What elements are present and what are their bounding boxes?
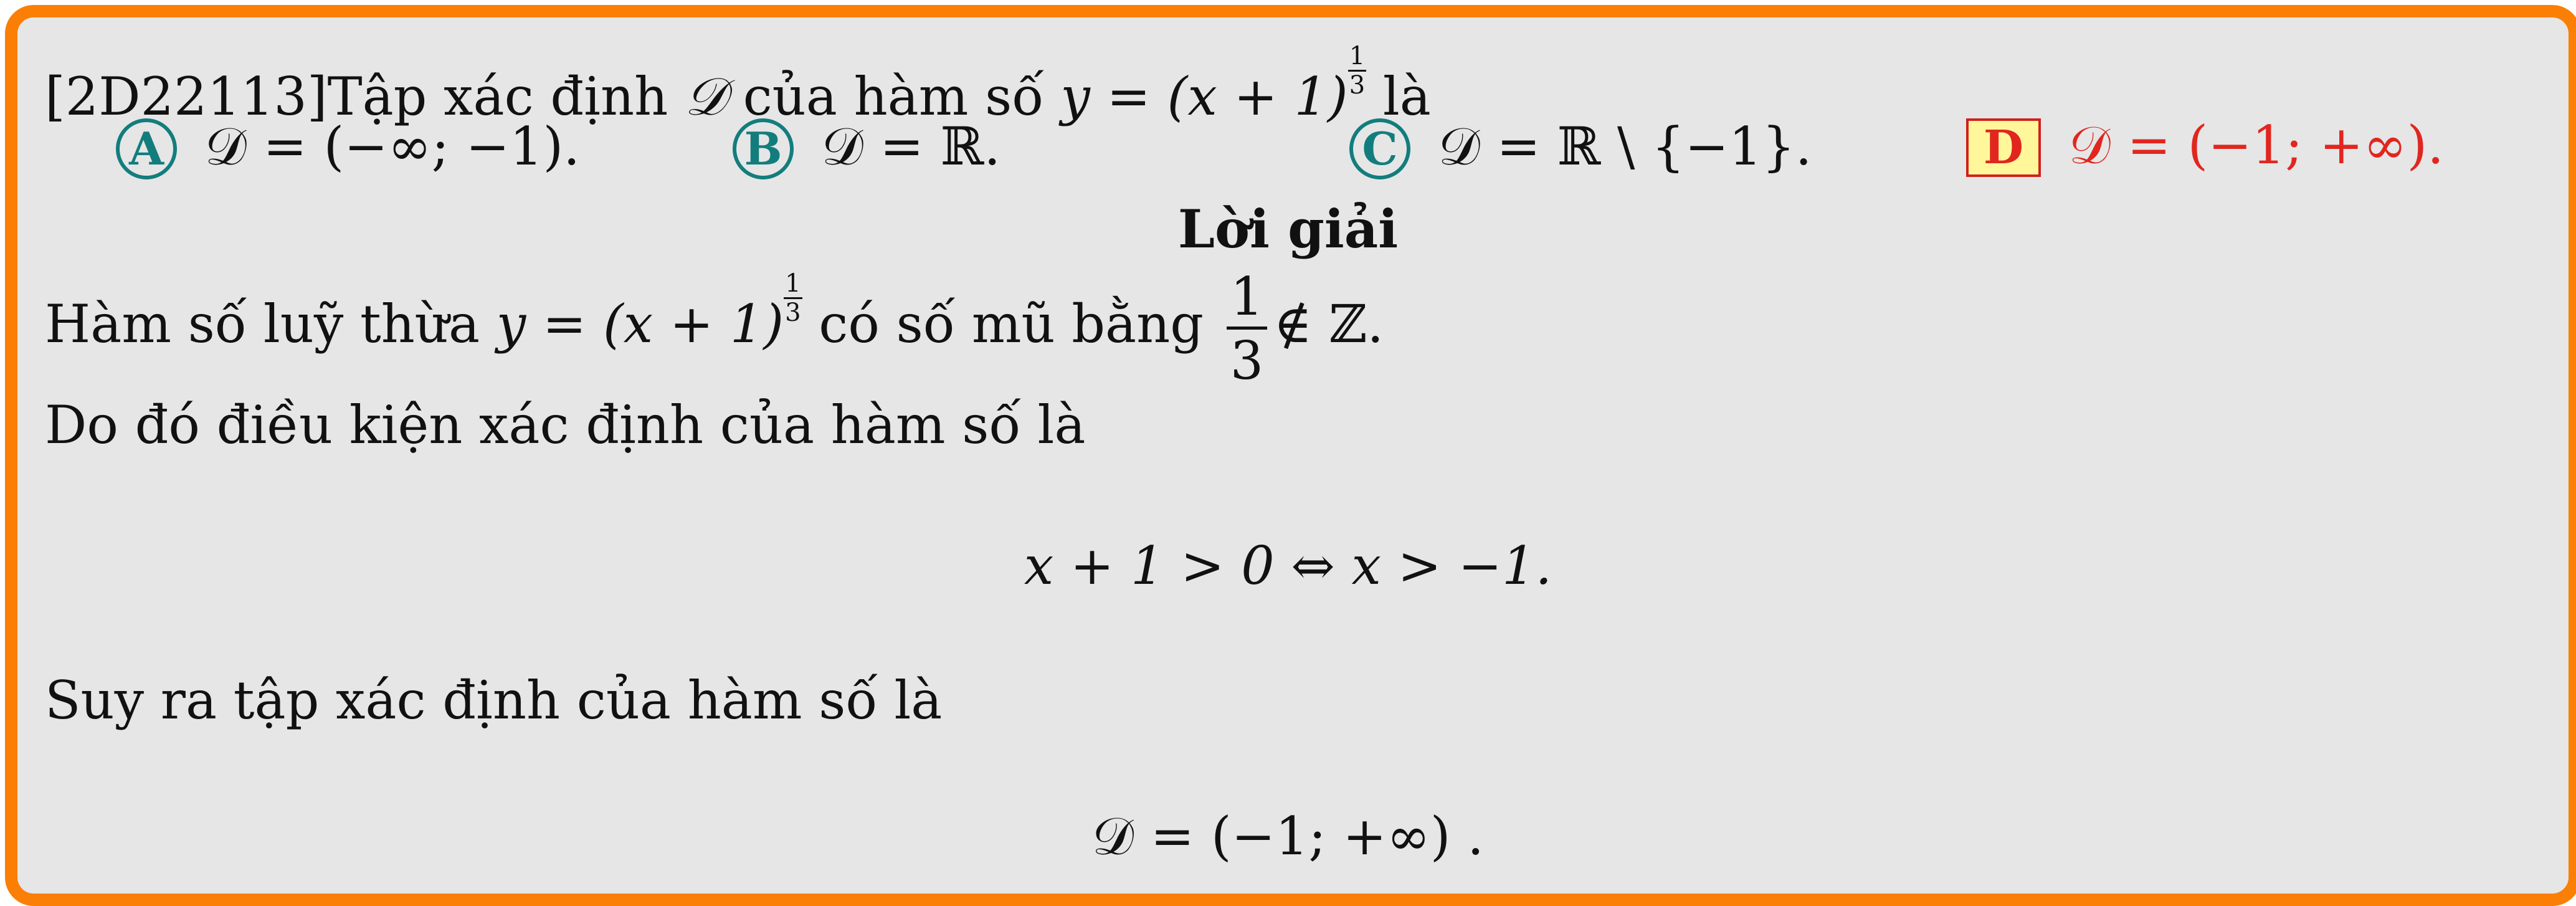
stem-mid: của hàm số xyxy=(743,66,1044,127)
solution-line-1: Hàm số luỹ thừa y = (x + 1) $^{\frac{1}{3}}$ có số mũ bằng $\frac{1}{3}$ ∉ ℤ. xyxy=(45,265,1384,391)
choice-b-badge: B xyxy=(733,118,794,179)
choice-c-text: 𝒟 = ℝ \ {−1}. xyxy=(1438,116,1812,177)
choice-c[interactable] xyxy=(1349,118,1812,179)
question-stem xyxy=(45,42,1431,127)
solution-line-2: Do đó điều kiện xác định của hàm số là xyxy=(45,394,1086,455)
solution-heading: Lời giải xyxy=(1177,198,1399,260)
choice-a-badge: A xyxy=(116,118,177,179)
choice-d-badge: D xyxy=(1966,118,2041,177)
choice-a[interactable] xyxy=(116,118,580,179)
choice-c-badge: C xyxy=(1349,118,1410,179)
line1-exponent: 1 3 xyxy=(785,269,801,327)
line1-formula: y = (x + 1) xyxy=(496,293,784,355)
solution-line-3: Suy ra tập xác định của hàm số là xyxy=(45,670,943,731)
stem-symbol: 𝒟 xyxy=(684,66,726,127)
stem-exponent: 1 3 xyxy=(1349,42,1366,100)
stem-text: Tập xác định xyxy=(327,66,668,127)
choice-a-text: 𝒟 = (−∞; −1). xyxy=(204,116,580,177)
choice-b-text: 𝒟 = ℝ. xyxy=(821,116,1001,177)
equation-1: x + 1 > 0 ⇔ x > −1. xyxy=(1024,535,1552,596)
line1-end: ∉ ℤ. xyxy=(1273,293,1384,355)
choice-d-text: 𝒟 = (−1; +∞). xyxy=(2068,115,2444,176)
equation-2: 𝒟 = (−1; +∞) . xyxy=(1092,806,1484,867)
choice-d[interactable] xyxy=(1966,115,2444,177)
stem-formula: y = (x + 1) xyxy=(1060,66,1348,127)
question-code: [2D22113] xyxy=(45,66,328,127)
stem-end: là xyxy=(1382,66,1431,127)
line1-fraction: $\frac{1}{3}$ xyxy=(1227,270,1267,387)
choice-b[interactable] xyxy=(733,118,1000,179)
